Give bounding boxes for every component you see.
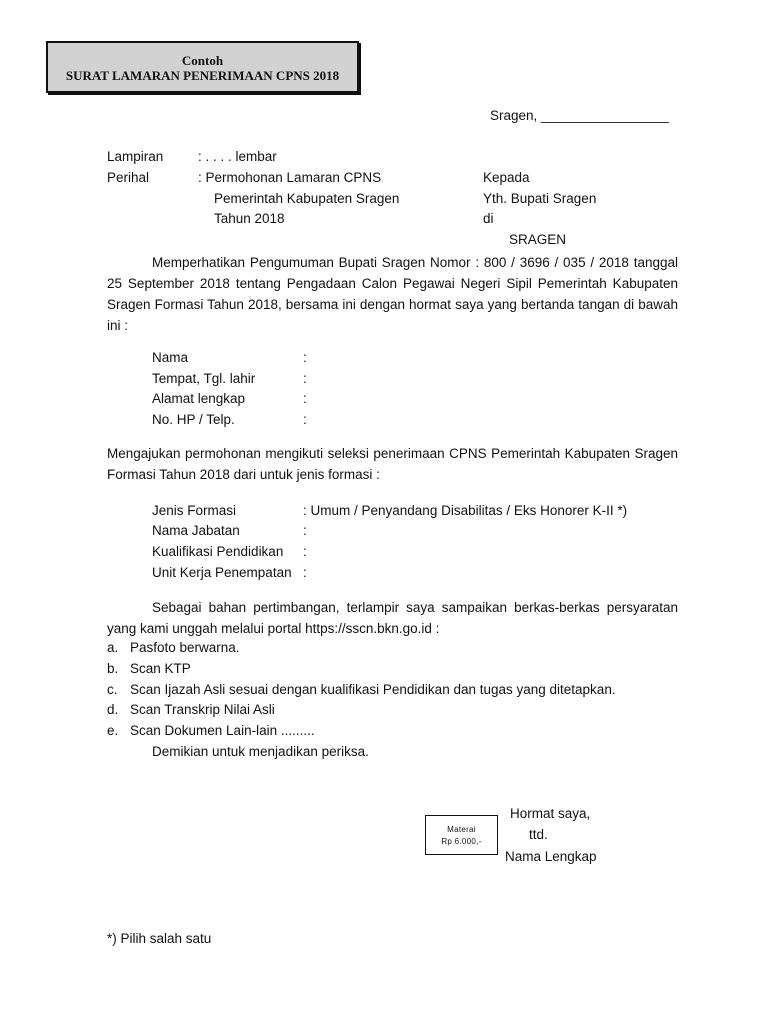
attachment-item: Pasfoto berwarna. xyxy=(130,640,240,655)
field-value-telp: : xyxy=(303,412,307,427)
place-date: Sragen, _________________ xyxy=(490,108,669,123)
attachment-item: Scan Ijazah Asli sesuai dengan kualifikasi Pendidikan dan tugas yang ditetapkan. xyxy=(130,682,616,697)
field-value-alamat: : xyxy=(303,391,307,406)
field-value-jenis-formasi: : Umum / Penyandang Disabilitas / Eks Honorer K-II *) xyxy=(303,503,628,518)
field-value-nama: : xyxy=(303,350,307,365)
field-label-ttl: Tempat, Tgl. lahir xyxy=(152,371,256,386)
perihal-line-1: : Permohonan Lamaran CPNS xyxy=(198,170,382,185)
field-value-nama-jabatan: : xyxy=(303,523,307,538)
signature-greeting: Hormat saya, xyxy=(510,806,591,821)
field-value-ttl: : xyxy=(303,371,307,386)
title-line-contoh: Contoh xyxy=(181,53,224,68)
letter-title-box xyxy=(46,41,359,93)
request-paragraph: Mengajukan permohonan mengikuti seleksi penerimaan CPNS Pemerintah Kabupaten Sragen Formasi Tahun 2018 dari untuk jenis formasi : xyxy=(107,446,678,482)
field-label-alamat: Alamat lengkap xyxy=(152,391,246,406)
attachment-item: Scan KTP xyxy=(130,661,191,676)
attachment-marker: a. xyxy=(107,640,119,655)
attachment-paragraph-text: Sebagai bahan pertimbangan, terlampir saya sampaikan berkas-berkas persyaratan yang kami unggah melalui portal https://sscn.bkn.go.id : xyxy=(107,600,678,636)
field-label-nama-jabatan: Nama Jabatan xyxy=(152,523,240,538)
title-line-main: SURAT LAMARAN PENERIMAAN CPNS 2018 xyxy=(65,68,340,83)
closing-sentence: Demikian untuk menjadikan periksa. xyxy=(152,744,369,759)
attachment-marker: b. xyxy=(107,661,119,676)
recipient-di: di xyxy=(483,211,494,226)
field-value-kualifikasi: : xyxy=(303,544,307,559)
lampiran-value: : . . . . lembar xyxy=(198,149,277,164)
field-label-jenis-formasi: Jenis Formasi xyxy=(152,503,237,518)
signature-name: Nama Lengkap xyxy=(505,849,597,864)
opening-paragraph-text: Memperhatikan Pengumuman Bupati Sragen Nomor : 800 / 3696 / 035 / 2018 tanggal 25 September 2018 tentang Pengadaan Calon Pegawai Negeri Sipil Pemerintah Kabupaten Sragen Formasi Tahun 2018, bersama ini dengan hormat saya yang bertanda tangan di bawah ini : xyxy=(107,255,678,333)
recipient-city: SRAGEN xyxy=(509,232,567,247)
perihal-line-3: Tahun 2018 xyxy=(214,211,285,226)
attachment-item: Scan Dokumen Lain-lain ......... xyxy=(130,723,315,738)
field-label-telp: No. HP / Telp. xyxy=(152,412,235,427)
materai-amount: Rp 6.000,- xyxy=(441,837,482,846)
attachment-paragraph xyxy=(107,597,678,639)
field-label-kualifikasi: Kualifikasi Pendidikan xyxy=(152,544,284,559)
attachment-marker: d. xyxy=(107,702,119,717)
perihal-label: Perihal xyxy=(107,170,150,185)
field-value-unit-kerja: : xyxy=(303,565,307,580)
field-label-nama: Nama xyxy=(152,350,189,365)
field-label-unit-kerja: Unit Kerja Penempatan xyxy=(152,565,292,580)
attachment-item: Scan Transkrip Nilai Asli xyxy=(130,702,275,717)
opening-paragraph xyxy=(107,252,678,336)
recipient-kepada: Kepada xyxy=(483,170,530,185)
materai-label: Materai xyxy=(447,825,476,834)
footnote: *) Pilih salah satu xyxy=(107,931,212,946)
recipient-name: Yth. Bupati Sragen xyxy=(483,191,597,206)
attachment-marker: c. xyxy=(107,682,118,697)
signature-ttd: ttd. xyxy=(529,827,548,842)
perihal-line-2: Pemerintah Kabupaten Sragen xyxy=(214,191,400,206)
lampiran-label: Lampiran xyxy=(107,149,164,164)
attachment-marker: e. xyxy=(107,723,119,738)
materai-stamp-box xyxy=(425,815,498,855)
